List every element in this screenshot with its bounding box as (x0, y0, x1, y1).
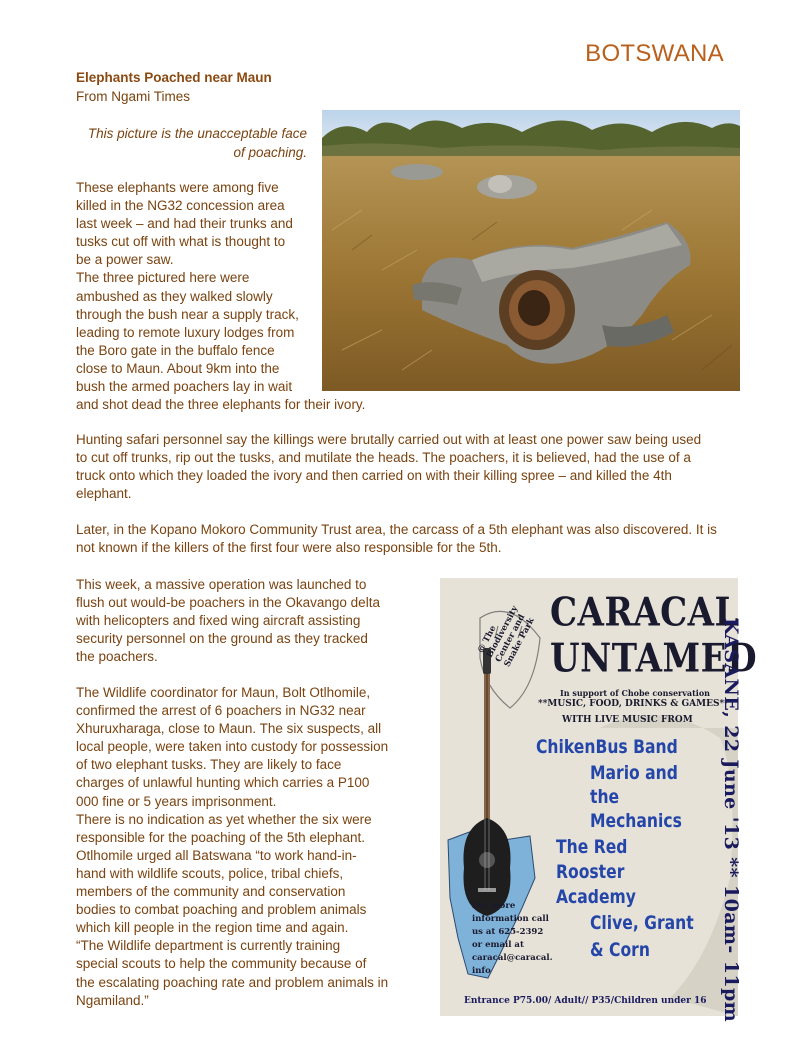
poster-band-line: the (590, 786, 620, 808)
text-line: responsible for the poaching of the 5th elephant. (76, 829, 365, 845)
text-line: Xhuruxharaga, close to Maun. The six suspects, all (76, 721, 382, 737)
poster-music-text: **MUSIC, FOOD, DRINKS & GAMES** (538, 699, 729, 709)
country-heading: BOTSWANA (585, 40, 724, 67)
poster-band-line: The Red (556, 836, 628, 858)
text-line: to cut off trunks, rip out the tusks, and mutilate the heads. The poachers, it is believed, had the use of a (76, 450, 691, 466)
text-line: through the bush near a supply track, (76, 306, 299, 322)
poster-band-line: Mechanics (590, 810, 682, 832)
text-line: truck onto which they loaded the ivory and then carried on with their killing spree – and killed the 4th (76, 468, 672, 484)
text-line: Later, in the Kopano Mokoro Community Trust area, the carcass of a 5th elephant was also discovered. It is (76, 522, 717, 537)
intro-paragraph (76, 179, 318, 396)
text-line: ambushed as they walked slowly (76, 288, 273, 304)
operation-paragraph (76, 576, 394, 666)
poster-band-line: Rooster (556, 861, 625, 883)
poster-title-line: UNTAMED (550, 636, 758, 682)
caption-line: This picture is the unacceptable face (87, 126, 307, 141)
text-line: bush the armed poachers lay in wait (76, 379, 293, 395)
text-line: The three pictured here were (76, 270, 250, 286)
text-line: members of the community and conservation (76, 884, 346, 900)
poster-contact-info: For more information call us at 625-2392 or email at caracal@caracal. info (472, 901, 553, 976)
text-line: not known if the killers of the first four were also responsible for the 5th. (76, 540, 502, 556)
poster-live-music-text: WITH LIVE MUSIC FROM (562, 715, 693, 725)
text-line: charges of unlawful hunting which carries a P100 (76, 775, 370, 791)
photo-caption (76, 124, 307, 162)
text-line: close to Maun. About 9km into the (76, 360, 280, 376)
text-line: Otlhomile urged all Batswana “to work hand-in- (76, 847, 357, 863)
text-line: of two elephant tusks. They are likely to face (76, 757, 342, 773)
text-line: the escalating poaching rate and problem animals in (76, 974, 389, 990)
poster-band-line: ChikenBus Band (536, 736, 678, 758)
text-line: flush out would-be poachers in the Okavango delta (76, 595, 380, 611)
text-line: the poachers. (76, 649, 158, 665)
text-line: confirmed the arrest of 6 poachers in NG32 near (76, 703, 366, 719)
poster-band-line: Academy (556, 886, 636, 908)
text-line: hand with wildlife scouts, police, tribal chiefs, (76, 865, 344, 881)
caption-line: of poaching. (233, 145, 307, 160)
text-line: and shot dead the three elephants for their ivory. (76, 397, 366, 412)
hunting-paragraph (76, 431, 730, 503)
kopano-paragraph (76, 521, 730, 557)
poster-band-line: & Corn (590, 939, 650, 961)
coordinator-paragraph (76, 684, 394, 1010)
text-line: local people, were taken into custody for possession (76, 739, 389, 755)
poster-band-line: Mario and (590, 762, 678, 784)
poster-title-line: CARACAL (550, 590, 739, 636)
text-line: Ngamiland.” (76, 992, 149, 1008)
poster-entrance-fee: Entrance P75.00/ Adult// P35/Children under 16 (464, 996, 707, 1006)
caracal-event-poster (440, 578, 758, 1023)
elephant-carcasses-photo (322, 110, 740, 391)
text-line: 000 fine or 5 years imprisonment. (76, 793, 277, 809)
text-line: This week, a massive operation was launched to (76, 577, 367, 592)
text-line: security personnel on the ground as they tracked (76, 631, 368, 647)
text-line: tusks cut off with what is thought to (76, 234, 286, 250)
text-line: the Boro gate in the buffalo fence (76, 342, 275, 358)
text-line: “The Wildlife department is currently training (76, 938, 341, 954)
text-line: bodies to combat poaching and problem animals (76, 902, 367, 918)
text-line: The Wildlife coordinator for Maun, Bolt Otlhomile, (76, 685, 371, 700)
poster-date-time: KASANE, 22 June '13 ** 10am- 11pm (720, 618, 742, 1023)
poster-venue: @ The Biodiversity Center and Snake Park (476, 604, 537, 669)
poster-support-text: In support of Chobe conservation (560, 688, 710, 698)
text-line: Hunting safari personnel say the killings were brutally carried out with at least one power saw being used (76, 432, 702, 447)
text-line: special scouts to help the community because of (76, 956, 367, 972)
text-line: These elephants were among five (76, 180, 279, 195)
text-line: be a power saw. (76, 252, 174, 268)
text-line: with helicopters and fixed wing aircraft assisting (76, 613, 361, 629)
text-line: which kill people in the region time and again. (76, 920, 349, 936)
intro-paragraph-end (76, 396, 676, 414)
text-line: last week – and had their trunks and (76, 216, 293, 232)
text-line: killed in the NG32 concession area (76, 198, 285, 214)
article-source: From Ngami Times (76, 89, 191, 104)
poster-band-line: Clive, Grant (590, 912, 694, 934)
text-line: elephant. (76, 486, 132, 502)
text-line: leading to remote luxury lodges from (76, 324, 295, 340)
guitar-illustration (463, 648, 510, 916)
text-line: There is no indication as yet whether the six were (76, 811, 372, 827)
article-headline: Elephants Poached near Maun (76, 70, 272, 85)
